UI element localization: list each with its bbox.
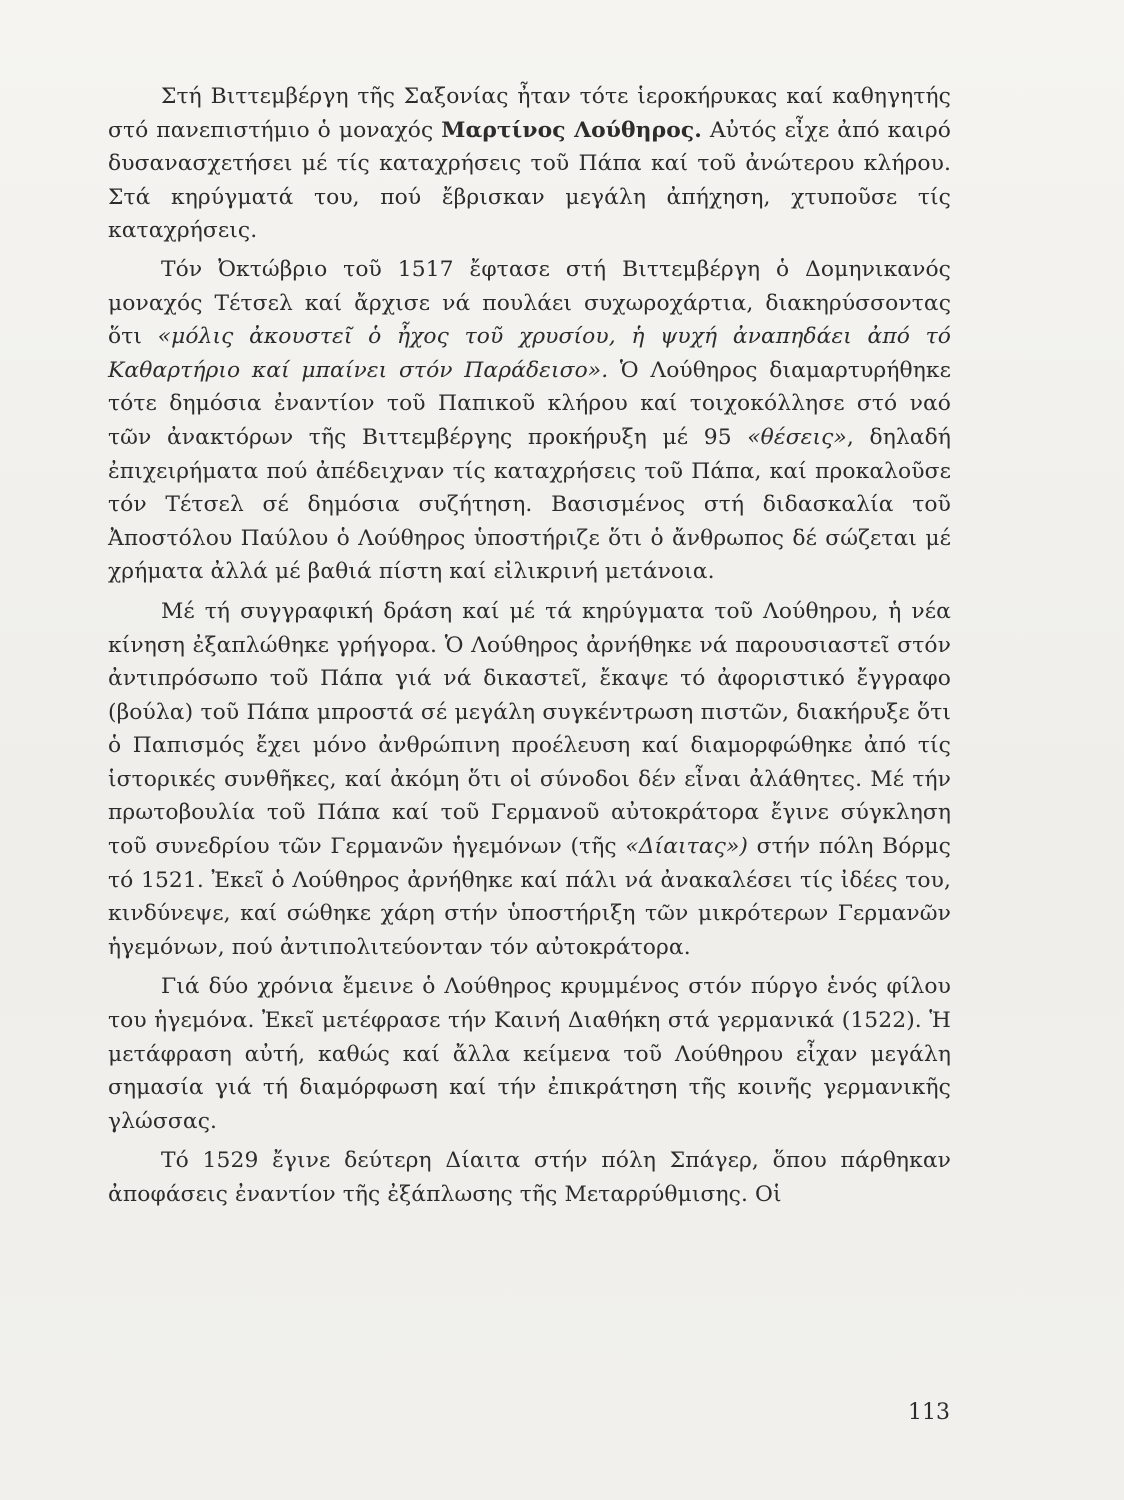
paragraph-2-text-b: Ὁ Λούθηρος διαμαρτυρήθηκε τότε δημόσια ἐναντίον τοῦ Παπικοῦ κλήρου καί τοιχοκόλλησε στό ναό τῶν ἀνακτόρων τῆς Βιττεμβέργης προκήρυξη μέ 95 <box>108 357 951 450</box>
paragraph-2-text-a: Τόν Ὀκτώβριο τοῦ 1517 ἔφτασε στή Βιττεμβέργη ὁ Δομηνικανός μοναχός Τέτσελ καί ἄρχισε νά πουλάει συχωροχάρτια, διακηρύσσοντας ὅτι <box>108 256 951 350</box>
tetzel-quote: «μόλις ἀκουστεῖ ὁ ἦχος τοῦ χρυσίου, ἡ ψυχή ἀναπηδάει ἀπό τό Καθαρτήριο καί μπαίνει στόν Παράδεισο». <box>108 324 951 383</box>
paragraph-1-text-a: Στή Βιττεμβέργη τῆς Σαξονίας ἦταν τότε ἱεροκήρυκας καί καθηγητής στό πανεπιστήμιο ὁ μοναχός <box>108 84 951 143</box>
paragraph-1-text-b: Αὐτός εἶχε ἀπό καιρό δυσανασχετήσει μέ τίς καταχρήσεις τοῦ Πάπα καί τοῦ ἀνώτερου κλήρου. Στά κηρύγματά του, πού ἔβρισκαν μεγάλη ἀπήχηση, χτυποῦσε τίς καταχρήσεις. <box>108 117 951 244</box>
paragraph-2 <box>108 253 951 589</box>
paragraph-2-text-c: , δηλαδή ἐπιχειρήματα πού ἀπέδειχναν τίς καταχρήσεις τοῦ Πάπα, καί προκαλοῦσε τόν Τέτσελ σέ δημόσια συζήτηση. Βασισμένος στή διδασκαλία τοῦ Ἀποστόλου Παύλου ὁ Λούθηρος ὑποστήριζε ὅτι ὁ ἄνθρωπος δέ σώζεται μέ χρήματα ἀλλά μέ βαθιά πίστη καί εἰλικρινή μετάνοια. <box>108 424 951 585</box>
paragraph-3-text-a: Μέ τή συγγραφική δράση καί μέ τά κηρύγματα τοῦ Λούθηρου, ἡ νέα κίνηση ἐξαπλώθηκε γρήγορα. Ὁ Λούθηρος ἀρνήθηκε νά παρουσιαστεῖ στόν ἀντιπρόσωπο τοῦ Πάπα γιά νά δικαστεῖ, ἔκαψε τό ἀφοριστικό ἔγγραφο (βούλα) τοῦ Πάπα μπροστά σέ μεγάλη συγκέντρωση πιστῶν, διακήρυξε ὅτι ὁ Παπισμός ἔχει μόνο ἀνθρώπινη προέλευση καί διαμορφώθηκε ἀπό τίς ἱστορικές συνθῆκες, καί ἀκόμη ὅτι οἱ σύνοδοι δέν εἶναι ἀλάθητες. Μέ τήν πρωτοβουλία τοῦ Πάπα καί τοῦ Γερμανοῦ αὐτοκράτορα ἔγινε σύγκληση τοῦ συνεδρίου τῶν Γερμανῶν ἡγεμόνων (τῆς <box>108 598 951 860</box>
paragraph-4-text-a: Γιά δύο χρόνια ἔμεινε ὁ Λούθηρος κρυμμένος στόν πύργο ἑνός φίλου του ἡγεμόνα. Ἐκεῖ μετέφρασε τήν Καινή Διαθήκη στά γερμανικά (1522). Ἡ μετάφραση αὐτή, καθώς καί ἄλλα κείμενα τοῦ Λούθηρου εἶχαν μεγάλη σημασία γιά τή διαμόρφωση καί τήν ἐπικράτηση τῆς κοινῆς γερμανικῆς γλώσσας. <box>108 974 951 1134</box>
diet-term: «Δίαιτας») <box>625 834 748 860</box>
paragraph-1 <box>108 80 951 248</box>
paragraph-3 <box>108 595 951 965</box>
theses-term: «θέσεις» <box>747 424 847 450</box>
paragraph-5 <box>108 1144 951 1211</box>
page-number: 113 <box>908 1400 950 1425</box>
paragraph-5-text-a: Τό 1529 ἔγινε δεύτερη Δίαιτα στήν πόλη Σπάγερ, ὅπου πάρθηκαν ἀποφάσεις ἐναντίον τῆς ἐξάπλωσης τῆς Μεταρρύθμισης. Οἱ <box>108 1148 951 1207</box>
name-martin-luther: Μαρτίνος Λούθηρος. <box>441 117 702 143</box>
paragraph-4 <box>108 970 951 1138</box>
body-text <box>108 80 951 1212</box>
paragraph-3-text-b: στήν πόλη Βόρμς τό 1521. Ἐκεῖ ὁ Λούθηρος ἀρνήθηκε καί πάλι νά ἀνακαλέσει τίς ἰδέες του, κινδύνεψε, καί σώθηκε χάρη στήν ὑποστήριξη τῶν μικρότερων Γερμανῶν ἡγεμόνων, πού ἀντιπολιτεύονταν τόν αὐτοκράτορα. <box>108 834 951 960</box>
